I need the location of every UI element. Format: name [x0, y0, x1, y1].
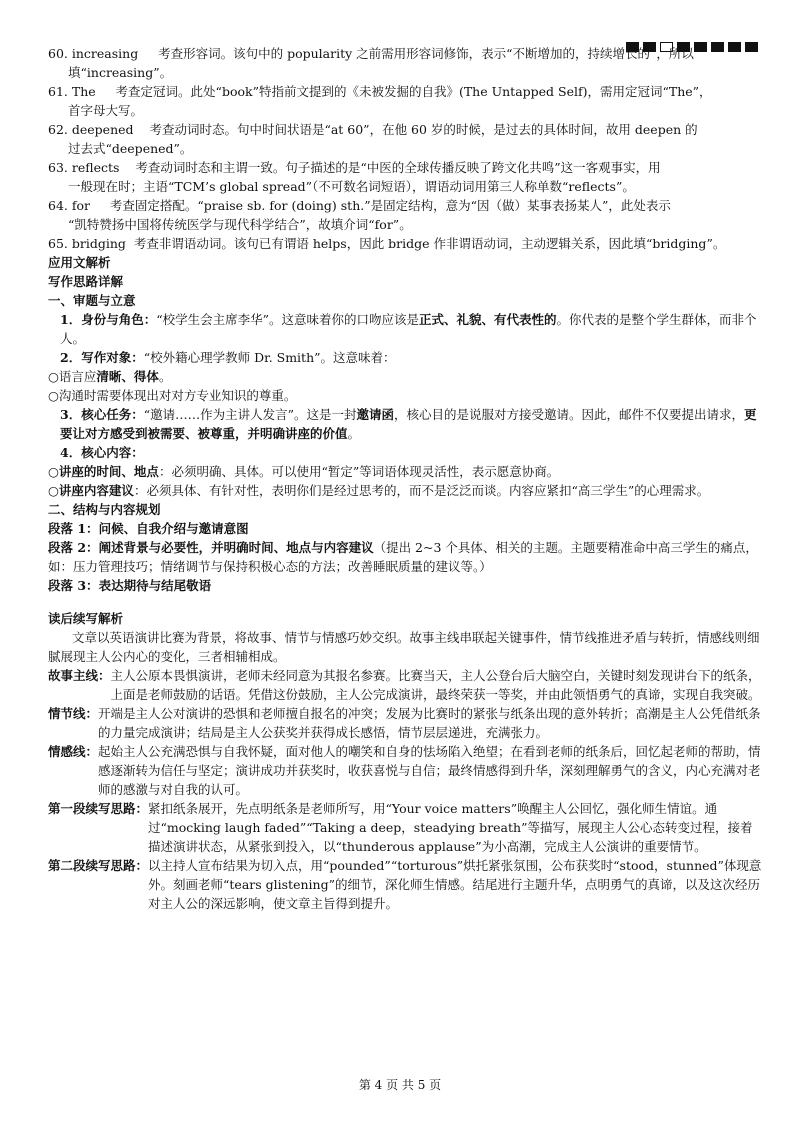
- continuation-section: [48, 609, 764, 913]
- paragraph-plan: 段落 2：阐述背景与必要性，并明确时间、地点与内容建议（提出 2~3 个具体、相关的主题。主题要精准命中高三学生的痛点，如：压力管理技巧；情绪调节与保持积极心态的方法；改善睡眠质量的建议等。）: [48, 540, 758, 574]
- analysis-item: 情感线： 起始主人公充满恐惧与自我怀疑，面对他人的嘲笑和自身的怯场陷入绝望；在看到老师的纸条后，回忆起老师的帮助，情感逐渐转为信任与坚定；演讲成功并获奖时，收获喜悦与自信；最终情感得到升华，深刻理解勇气的含义，内心充满对老师的感激与对自我的认可。: [48, 744, 761, 797]
- answer-page: [48, 44, 764, 913]
- point-content: 4．核心内容：: [60, 445, 144, 460]
- point-task: 3．核心任务：“邀请……作为主讲人发言”。这是一封邀请函，核心目的是说服对方接受邀请。因此，邮件不仅要提出请求，更要让对方感受到被需要、被尊重，并明确讲座的价值。: [60, 407, 757, 441]
- section-subtitle: 写作思路详解: [48, 274, 124, 289]
- analysis-item: 故事主线： 主人公原本畏惧演讲，老师未经同意为其报名参赛。比赛当天，主人公登台后大脑空白，关键时刻发现讲台下的纸条，上面是老师鼓励的话语。凭借这份鼓励，主人公完成演讲，最终荣获一等奖，并由此领悟勇气的真谛，实现自我突破。: [48, 668, 761, 702]
- answer-item: 63. reflects 考查动词时态和主谓一致。句子描述的是“中医的全球传播反映了跨文化共鸣”这一客观事实，用 一般现在时；主语“TCM’s global spread”（不可数名词短语），谓语动词用第三人称单数“reflects”。: [48, 160, 661, 194]
- subsection-title: 二、结构与内容规划: [48, 502, 161, 517]
- answer-item: 62. deepened 考查动词时态。句中时间状语是“at 60”，在他 60 岁的时候，是过去的具体时间，故用 deepen 的 过去式“deepened”。: [48, 122, 698, 156]
- intro-paragraph: 文章以英语演讲比赛为背景，将故事、情节与情感巧妙交织。故事主线串联起关键事件，情节线推进矛盾与转折，情感线则细腻展现主人公内心的变化，三者相辅相成。: [48, 630, 760, 664]
- answer-item: 64. for 考查固定搭配。“praise sb. for (doing) sth.”是固定结构，意为“因（做）某事表扬某人”，此处表示 “凯特赞扬中国将传统医学与现代科学结合”，故填介词“for”。: [48, 198, 671, 232]
- point-audience: 2．写作对象：“校外籍心理学教师 Dr. Smith”。这意味着：: [60, 350, 396, 365]
- answer-item: 60. increasing 考查形容词。该句中的 popularity 之前需用形容词修饰，表示“不断增加的，持续增长的”，所以 填“increasing”。: [48, 46, 694, 80]
- answer-list: [48, 44, 764, 253]
- paragraph-plan: 段落 3：表达期待与结尾敬语: [48, 578, 212, 593]
- paragraph-plan: 段落 1：问候、自我介绍与邀请意图: [48, 521, 249, 536]
- point-identity: 1．身份与角色：“校学生会主席李华”。这意味着你的口吻应该是正式、礼貌、有代表性的。你代表的是整个学生群体，而非个人。: [60, 312, 757, 346]
- point-audience-option: ○语言应清晰、得体。: [48, 369, 172, 384]
- answer-item: 61. The 考查定冠词。此处“book”特指前文提到的《未被发掘的自我》(The Untapped Self)，需用定冠词“The”， 首字母大写。: [48, 84, 712, 118]
- analysis-item: 第二段续写思路： 以主持人宣布结果为切入点，用“pounded”“torturous”烘托紧张氛围，公布获奖时“stood，stunned”体现意外。刻画老师“tears glistening”的细节，深化师生情感。结尾进行主题升华，点明勇气的真谛，以及这次经历对主人公的深远影响，使文章主旨得到提升。: [48, 858, 762, 911]
- section-title: 应用文解析: [48, 255, 111, 270]
- writing-section: [48, 253, 764, 595]
- answer-item: 65. bridging 考查非谓语动词。该句已有谓语 helps，因此 bridge 作非谓语动词，主动逻辑关系，因此填“bridging”。: [48, 236, 726, 251]
- page-footer: 第 4 页 共 5 页: [358, 1078, 442, 1092]
- analysis-item: 第一段续写思路： 紧扣纸条展开，先点明纸条是老师所写，用“Your voice matters”唤醒主人公回忆，强化师生情谊。通过“mocking laugh faded”“Taking a deep，steadying breath”等描写，展现主人公心态转变过程，接着描述演讲状态，从紧张到投入，以“thunderous applause”为小高潮，完成主人公演讲的重要情节。: [48, 801, 753, 854]
- point-content-option: ○讲座的时间、地点：必须明确、具体。可以使用“暂定”等词语体现灵活性，表示愿意协商。: [48, 464, 560, 479]
- subsection-title: 一、审题与立意: [48, 293, 136, 308]
- analysis-item: 情节线： 开端是主人公对演讲的恐惧和老师擅自报名的冲突；发展为比赛时的紧张与纸条出现的意外转折；高潮是主人公凭借纸条的力量完成演讲；结局是主人公获奖并获得成长感悟，情节层层递进，充满张力。: [48, 706, 761, 740]
- point-audience-option: ○沟通时需要体现出对对方专业知识的尊重。: [48, 388, 297, 403]
- point-content-option: ○讲座内容建议：必须具体、有针对性，表明你们是经过思考的，而不是泛泛而谈。内容应紧扣“高三学生”的心理需求。: [48, 483, 710, 498]
- section-title: 读后续写解析: [48, 611, 124, 626]
